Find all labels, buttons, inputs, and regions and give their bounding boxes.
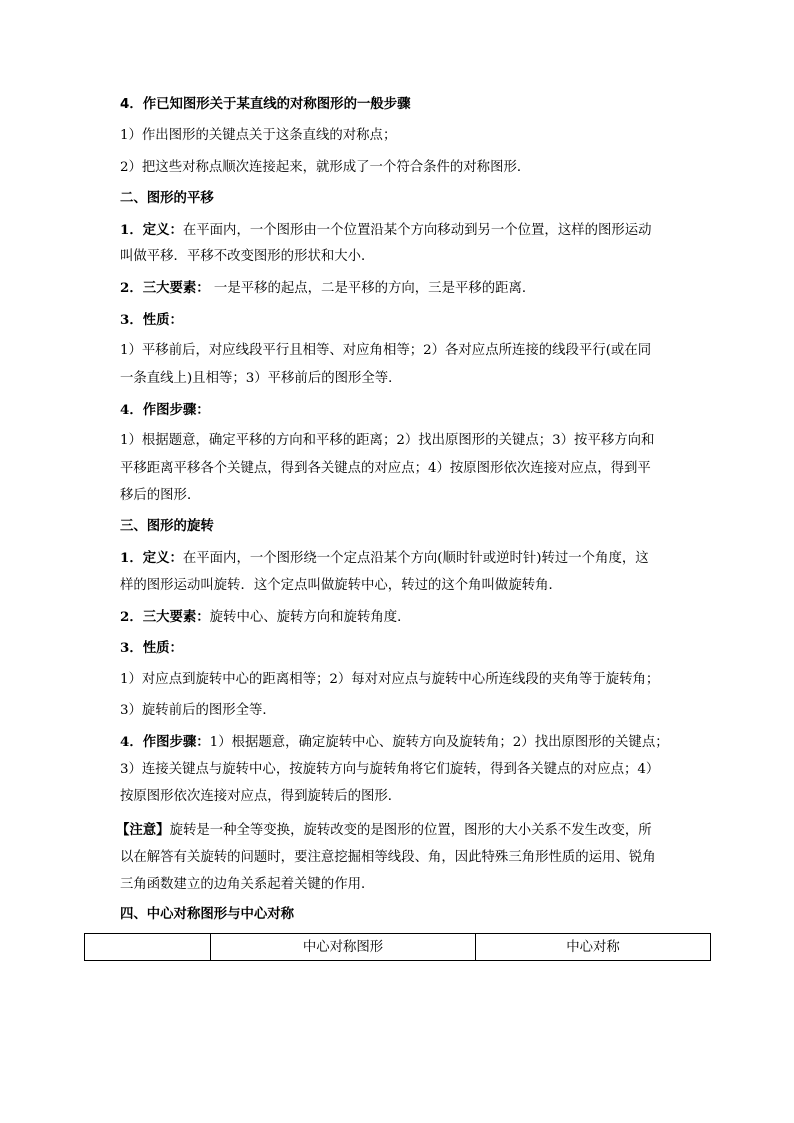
paragraph-line: 3）连接关键点与旋转中心，按旋转方向与旋转角将它们旋转，得到各关键点的对应点；4）: [120, 762, 660, 777]
paragraph-text: 旋转是一种全等变换，旋转改变的是图形的位置，图形的大小关系不发生改变，所: [169, 823, 652, 838]
paragraph-line: 按原图形依次连接对应点，得到旋转后的图形．: [120, 789, 402, 804]
term-label: 4．作图步骤：: [120, 734, 210, 750]
term-label-properties: 3．性质：: [120, 312, 183, 328]
paragraph-line: 叫做平移．平移不改变图形的形状和大小．: [120, 249, 375, 264]
translation-definition: [120, 221, 690, 240]
term-label: 1．定义：: [120, 550, 183, 566]
rotation-steps: [120, 733, 690, 752]
section-heading-rotation: 三、图形的旋转: [120, 519, 214, 534]
rotation-definition: [120, 549, 690, 568]
paragraph-line: 2）把这些对称点顺次连接起来，就形成了一个符合条件的对称图形．: [120, 160, 531, 175]
paragraph-text: 旋转中心、旋转方向和旋转角度．: [209, 610, 411, 625]
rotation-elements: [120, 608, 690, 627]
paragraph-line: 移后的图形．: [120, 488, 201, 503]
paragraph-line: 一条直线上)且相等；3）平移前后的图形全等．: [120, 371, 402, 386]
paragraph-line: 1）根据题意，确定平移的方向和平移的距离；2）找出原图形的关键点；3）按平移方向和: [120, 433, 655, 448]
paragraph-text: 1）根据题意，确定旋转中心、旋转方向及旋转角；2）找出原图形的关键点；: [209, 735, 669, 750]
table-header-cell-empty: [85, 934, 211, 961]
section-heading-translation: 二、图形的平移: [120, 191, 214, 206]
paragraph-line: 平移距离平移各个关键点，得到各关键点的对应点；4）按原图形依次连接对应点，得到平: [120, 461, 651, 476]
paragraph-line: 1）对应点到旋转中心的距离相等；2）每对对应点与旋转中心所连线段的夹角等于旋转角；: [120, 672, 660, 687]
term-label: 2．三大要素：: [120, 280, 210, 296]
term-label: 1．定义：: [120, 222, 183, 238]
term-label: 2．三大要素：: [120, 609, 210, 625]
paragraph-text: 在平面内，一个图形由一个位置沿某个方向移动到另一个位置，这样的图形运动: [182, 223, 652, 238]
paragraph-text: 在平面内，一个图形绕一个定点沿某个方向(顺时针或逆时针)转过一个角度，这: [182, 551, 649, 566]
paragraph-line: 三角函数建立的边角关系起着关键的作用．: [120, 877, 375, 892]
central-symmetry-table: [84, 933, 711, 961]
term-label-steps: 4．作图步骤：: [120, 402, 210, 418]
paragraph-line: 以在解答有关旋转的问题时，要注意挖掘相等线段、角，因此特殊三角形性质的运用、锐角: [120, 850, 656, 865]
section-heading-central-symmetry: 四、中心对称图形与中心对称: [120, 907, 295, 922]
table-header-cell-central-symmetry: 中心对称: [476, 934, 711, 961]
paragraph-line: 样的图形运动叫旋转．这个定点叫做旋转中心，转过的这个角叫做旋转角．: [120, 578, 562, 593]
paragraph-text: 一是平移的起点，二是平移的方向，三是平移的距离．: [209, 281, 536, 296]
section-heading-symmetric-steps: 4．作已知图形关于某直线的对称图形的一般步骤: [120, 97, 411, 112]
note-label: 【注意】: [116, 822, 170, 838]
table-header-row: [85, 934, 711, 961]
translation-elements: [120, 279, 690, 298]
table-header-cell-central-symmetric-figure: 中心对称图形: [211, 934, 476, 961]
rotation-note: [116, 821, 690, 840]
paragraph-line: 1）作出图形的关键点关于这条直线的对称点；: [120, 128, 397, 143]
paragraph-line: 3）旋转前后的图形全等．: [120, 703, 276, 718]
paragraph-line: 1）平移前后，对应线段平行且相等、对应角相等；2）各对应点所连接的线段平行(或在同: [120, 343, 652, 358]
term-label-properties: 3．性质：: [120, 640, 183, 656]
